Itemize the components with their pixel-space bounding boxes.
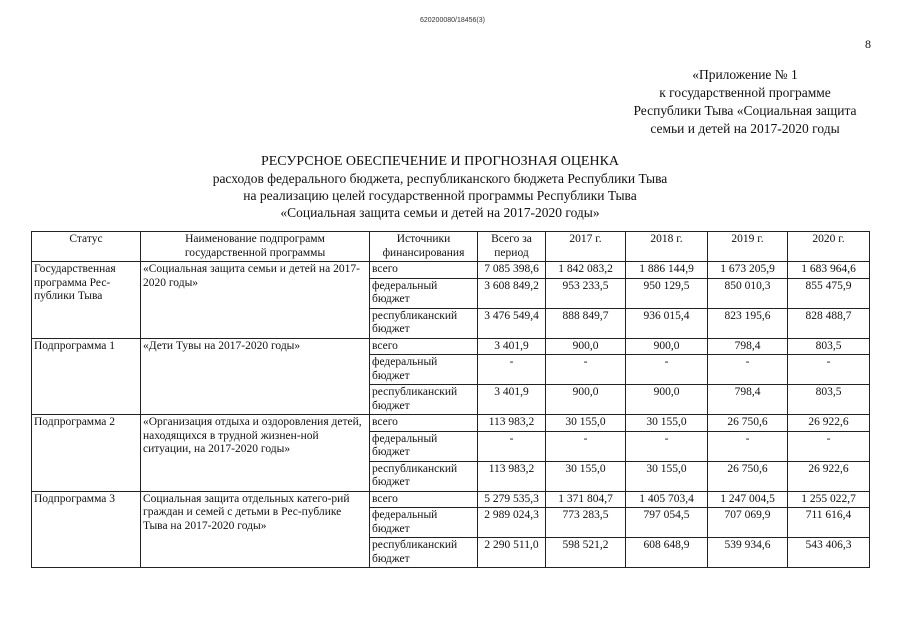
source-cell: всего: [370, 491, 478, 508]
amount-cell-y2018: -: [626, 431, 708, 461]
amount-cell-total: 2 290 511,0: [478, 538, 546, 568]
amount-cell-y2018: 797 054,5: [626, 508, 708, 538]
appendix-line: Республики Тыва «Социальная защита: [633, 103, 857, 118]
table-row: [32, 415, 870, 432]
amount-cell-y2019: -: [708, 355, 788, 385]
amount-cell-y2018: 1 405 703,4: [626, 491, 708, 508]
amount-cell-total: 3 401,9: [478, 338, 546, 355]
amount-cell-y2017: -: [546, 431, 626, 461]
amount-cell-total: 113 983,2: [478, 461, 546, 491]
amount-cell-total: 3 476 549,4: [478, 308, 546, 338]
title-line: расходов федерального бюджета, республиканского бюджета Республики Тыва: [212, 171, 668, 186]
amount-cell-y2019: 1 673 205,9: [708, 262, 788, 279]
page-number: 8: [865, 37, 871, 51]
amount-cell-y2020: 1 255 022,7: [788, 491, 870, 508]
amount-cell-y2019: 823 195,6: [708, 308, 788, 338]
amount-cell-y2019: 26 750,6: [708, 415, 788, 432]
table-row: [32, 338, 870, 355]
amount-cell-y2020: -: [788, 431, 870, 461]
amount-cell-y2018: 950 129,5: [626, 278, 708, 308]
amount-cell-y2019: 707 069,9: [708, 508, 788, 538]
title-line: на реализацию целей государственной программы Республики Тыва: [243, 188, 637, 203]
appendix-line: семьи и детей на 2017-2020 годы: [650, 121, 840, 136]
source-cell: федеральный бюджет: [370, 355, 478, 385]
source-cell: республиканский бюджет: [370, 308, 478, 338]
source-cell: республиканский бюджет: [370, 385, 478, 415]
header-status: Статус: [32, 232, 141, 262]
header-total: Всего за период: [478, 232, 546, 262]
title-line: «Социальная защита семьи и детей на 2017-2020 годы»: [280, 205, 600, 220]
amount-cell-y2020: 855 475,9: [788, 278, 870, 308]
amount-cell-y2017: 1 842 083,2: [546, 262, 626, 279]
appendix-line: «Приложение № 1: [692, 67, 798, 82]
amount-cell-y2019: -: [708, 431, 788, 461]
header-2018: 2018 г.: [626, 232, 708, 262]
source-cell: федеральный бюджет: [370, 278, 478, 308]
amount-cell-y2019: 1 247 004,5: [708, 491, 788, 508]
source-cell: всего: [370, 338, 478, 355]
amount-cell-y2017: 773 283,5: [546, 508, 626, 538]
header-2020: 2020 г.: [788, 232, 870, 262]
status-cell: Подпрограмма 1: [32, 338, 141, 415]
amount-cell-y2020: 26 922,6: [788, 461, 870, 491]
title-line: РЕСУРСНОЕ ОБЕСПЕЧЕНИЕ И ПРОГНОЗНАЯ ОЦЕНКА: [260, 154, 620, 169]
document-title: [180, 153, 700, 221]
amount-cell-y2017: 1 371 804,7: [546, 491, 626, 508]
amount-cell-y2018: 30 155,0: [626, 461, 708, 491]
amount-cell-y2020: 26 922,6: [788, 415, 870, 432]
amount-cell-total: 3 608 849,2: [478, 278, 546, 308]
amount-cell-y2020: 803,5: [788, 338, 870, 355]
amount-cell-y2018: 900,0: [626, 385, 708, 415]
appendix-line: к государственной программе: [659, 85, 831, 100]
amount-cell-total: 2 989 024,3: [478, 508, 546, 538]
program-name-cell: Социальная защита отдельных катего-рий граждан и семей с детьми в Рес-публике Тыва на 2017-2020 годы»: [141, 491, 370, 568]
table-body: [32, 262, 870, 568]
amount-cell-y2017: 888 849,7: [546, 308, 626, 338]
source-cell: республиканский бюджет: [370, 461, 478, 491]
header-source: Источники финансирования: [370, 232, 478, 262]
source-cell: республиканский бюджет: [370, 538, 478, 568]
source-cell: всего: [370, 262, 478, 279]
table-header-row: [32, 232, 870, 262]
amount-cell-total: 5 279 535,3: [478, 491, 546, 508]
header-name: Наименование подпрограмм государственной программы: [141, 232, 370, 262]
amount-cell-y2017: 953 233,5: [546, 278, 626, 308]
amount-cell-y2018: 1 886 144,9: [626, 262, 708, 279]
amount-cell-y2017: 900,0: [546, 385, 626, 415]
source-cell: федеральный бюджет: [370, 508, 478, 538]
status-cell: Подпрограмма 2: [32, 415, 141, 492]
header-2019: 2019 г.: [708, 232, 788, 262]
source-cell: федеральный бюджет: [370, 431, 478, 461]
amount-cell-y2018: 30 155,0: [626, 415, 708, 432]
amount-cell-y2020: 711 616,4: [788, 508, 870, 538]
amount-cell-total: -: [478, 431, 546, 461]
amount-cell-y2020: 828 488,7: [788, 308, 870, 338]
amount-cell-y2018: 900,0: [626, 338, 708, 355]
amount-cell-total: 7 085 398,6: [478, 262, 546, 279]
amount-cell-y2020: 803,5: [788, 385, 870, 415]
resource-table: [31, 231, 870, 568]
amount-cell-y2020: 543 406,3: [788, 538, 870, 568]
amount-cell-total: 113 983,2: [478, 415, 546, 432]
amount-cell-y2019: 798,4: [708, 385, 788, 415]
amount-cell-y2017: 30 155,0: [546, 415, 626, 432]
header-2017: 2017 г.: [546, 232, 626, 262]
amount-cell-y2019: 26 750,6: [708, 461, 788, 491]
table-row: [32, 262, 870, 279]
amount-cell-y2019: 850 010,3: [708, 278, 788, 308]
program-name-cell: «Дети Тувы на 2017-2020 годы»: [141, 338, 370, 415]
status-cell: Государственная программа Рес-публики Тыва: [32, 262, 141, 339]
amount-cell-y2020: -: [788, 355, 870, 385]
appendix-note: [600, 66, 890, 138]
document-code: 620200080/18456(3): [419, 17, 485, 24]
table-row: [32, 491, 870, 508]
amount-cell-y2017: 900,0: [546, 338, 626, 355]
status-cell: Подпрограмма 3: [32, 491, 141, 568]
amount-cell-y2018: -: [626, 355, 708, 385]
amount-cell-y2017: 30 155,0: [546, 461, 626, 491]
amount-cell-total: -: [478, 355, 546, 385]
amount-cell-y2019: 539 934,6: [708, 538, 788, 568]
amount-cell-y2018: 936 015,4: [626, 308, 708, 338]
program-name-cell: «Организация отдыха и оздоровления детей, находящихся в трудной жизнен-ной ситуации, на 2017-2020 годы»: [141, 415, 370, 492]
source-cell: всего: [370, 415, 478, 432]
amount-cell-y2018: 608 648,9: [626, 538, 708, 568]
program-name-cell: «Социальная защита семьи и детей на 2017-2020 годы»: [141, 262, 370, 339]
amount-cell-total: 3 401,9: [478, 385, 546, 415]
amount-cell-y2017: -: [546, 355, 626, 385]
amount-cell-y2017: 598 521,2: [546, 538, 626, 568]
amount-cell-y2020: 1 683 964,6: [788, 262, 870, 279]
amount-cell-y2019: 798,4: [708, 338, 788, 355]
